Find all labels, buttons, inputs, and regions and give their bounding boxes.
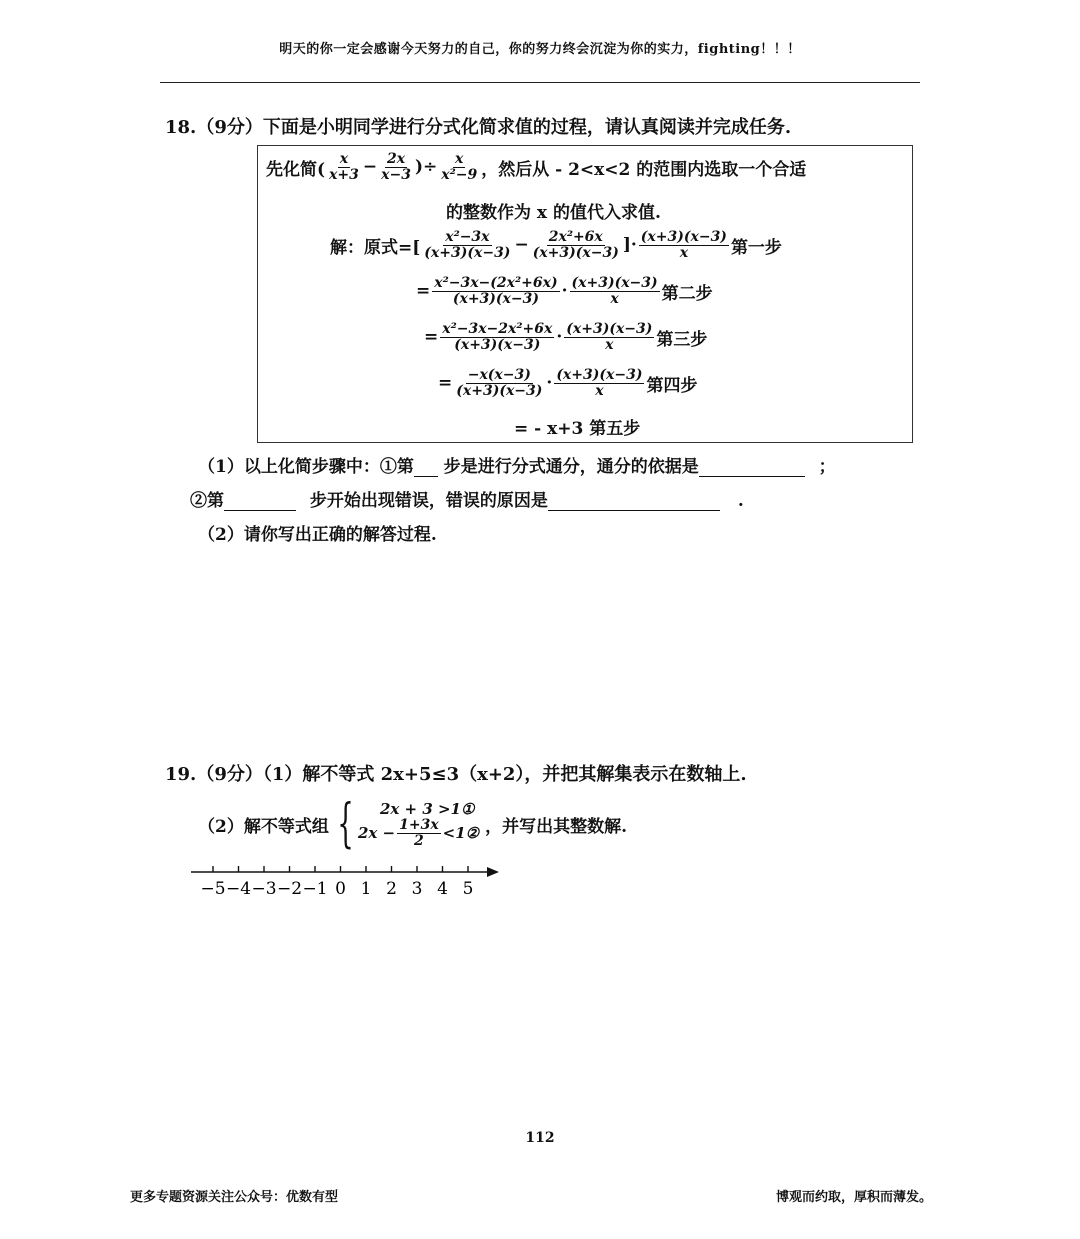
prompt-suffix: ，然后从 - 2<x<2 的范围内选取一个合适: [481, 159, 807, 180]
solution-step-4: = $\frac{-x(x-3)}{(x+3)(x-3)}$ · $\frac{(x+3)(x-3)}{x}$ 第四步: [438, 367, 698, 399]
number-line-ticks: [213, 866, 468, 872]
blank-basis[interactable]: [699, 458, 805, 477]
solution-step-3: = $\frac{\text{x²−3x−2x²+6x}}{(x+3)(x-3)}$ · $\frac{(x+3)(x-3)}{x}$ 第三步: [424, 321, 708, 353]
step-label-1: 第一步: [730, 237, 782, 258]
header-divider: [160, 82, 920, 83]
step-label-4: 第四步: [646, 375, 698, 396]
footer-left: 更多专题资源关注公众号：优数有型: [130, 1190, 339, 1205]
number-line-label: −5: [200, 879, 226, 899]
number-line-label: −4: [225, 879, 252, 899]
number-line-label: −1: [302, 879, 328, 899]
page-header-motto: 明天的你一定会感谢今天努力的自己，你的努力终会沉淀为你的实力，fighting！！！: [279, 42, 801, 57]
inequality-1: 2x + 3 >1①: [379, 799, 475, 818]
q18-task-1-line2: ②第 步开始出现错误，错误的原因是 .: [190, 491, 744, 511]
number-line-label: 4: [437, 879, 448, 899]
minus-sign: −: [362, 157, 378, 178]
number-line-label: 0: [335, 879, 346, 899]
arrow-right-icon: [487, 867, 499, 877]
blank-error-reason[interactable]: [548, 492, 720, 511]
number-line-label: 3: [411, 879, 423, 899]
number-line-label: −3: [251, 879, 277, 899]
fraction-1: $\frac{x}{x+3}$: [329, 151, 359, 183]
solution-step-2: = $\frac{\text{x²−3x−(2x²+6x)}}{(x+3)(x-3)}$ · $\frac{(x+3)(x-3)}{x}$ 第二步: [416, 275, 713, 307]
blank-step-number-2[interactable]: [224, 492, 296, 511]
number-line-label: 5: [462, 879, 474, 899]
step-label-3: 第三步: [656, 329, 708, 350]
solution-step-1: 解：原式=[ $\frac{\text{x²−3x}}{(x+3)(x-3)}$ − $\frac{\text{2x²+6x}}{(x+3)(x-3)}$ ]· $\frac{(x+3)(x-3)}{x}$ 第一步: [330, 229, 782, 261]
fraction-2: $\frac{2x}{x-3}$: [381, 151, 411, 183]
number-line-label: 2: [386, 879, 397, 899]
q18-task-1-line1: （1）以上化简步骤中：①第 步是进行分式通分，通分的依据是 ；: [198, 457, 836, 477]
divide-sign: )÷: [414, 157, 438, 178]
fraction-3: $\frac{x}{\text{x²−9}}$: [441, 151, 478, 183]
number-line-label: −2: [276, 879, 303, 899]
q19-part-2: （2）解不等式组 { 2x + 3 >1① 2x − $\frac{1+3x}{2}$ <1② ，并写出其整数解.: [198, 794, 628, 854]
q18-prompt-line2: 的整数作为 x 的值代入求值.: [446, 203, 661, 223]
blank-step-number-1[interactable]: [414, 458, 438, 477]
q18-solution-box: [257, 145, 913, 443]
prompt-prefix: 先化简(: [266, 159, 326, 180]
inequality-2: 2x − $\frac{1+3x}{2}$ <1②: [357, 816, 480, 849]
system-brace: {: [337, 794, 354, 854]
number-line-labels: [200, 879, 473, 899]
q18-stem: 18.（9分）下面是小明同学进行分式化简求值的过程，请认真阅读并完成任务.: [165, 117, 792, 138]
q18-prompt-line1: [266, 152, 806, 182]
q18-task-2: （2）请你写出正确的解答过程.: [198, 525, 437, 545]
footer-right: 博观而约取，厚积而薄发。: [776, 1190, 933, 1205]
solution-step-5: = - x+3 第五步: [514, 419, 641, 439]
number-line: [185, 858, 505, 900]
inequality-system: [358, 800, 479, 848]
step-label-2: 第二步: [661, 283, 713, 304]
q19-stem: 19.（9分）（1）解不等式 2x+5≤3（x+2），并把其解集表示在数轴上.: [165, 764, 747, 785]
page-number: 112: [525, 1130, 555, 1146]
number-line-label: 1: [360, 879, 372, 899]
